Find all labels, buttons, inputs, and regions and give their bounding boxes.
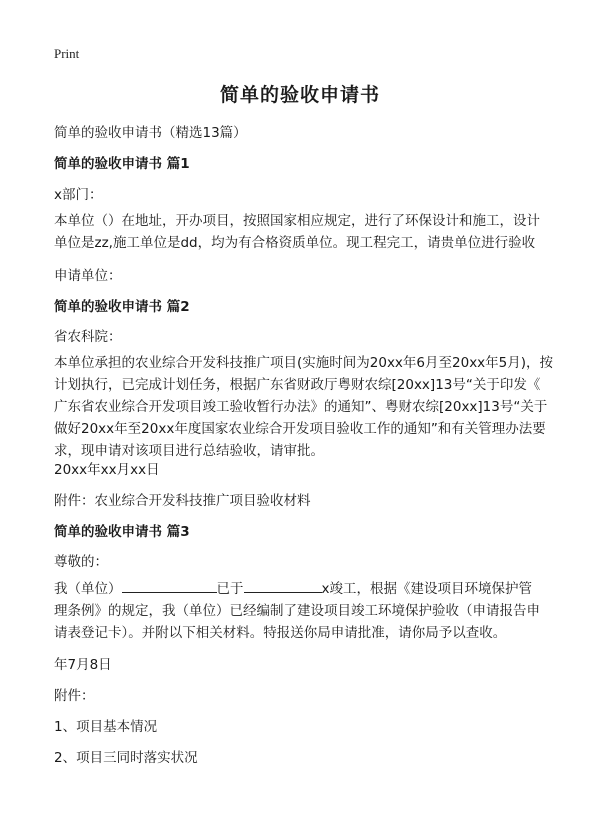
section-heading-1: 简单的验收申请书 篇1 [54,156,190,172]
section-3-text-a: 我（单位） [54,581,122,597]
section-2-body-line: 计划执行，已完成计划任务，根据广东省财政厅粤财农综[20xx]13号“关于印发《 [54,377,541,393]
section-2-attachment: 附件：农业综合开发科技推广项目验收材料 [54,493,311,509]
print-label[interactable]: Print [54,46,80,61]
section-3-body [54,578,549,644]
section-3-body-line: 请表登记卡）。并附以下相关材料。特报送你局申请批准，请你局予以查收。 [54,625,507,641]
section-2-body [54,352,554,462]
document-subtitle: 简单的验收申请书（精选13篇） [54,125,247,141]
page-title: 简单的验收申请书 [219,84,380,106]
section-2-body-line: 本单位承担的农业综合开发科技推广项目(实施时间为20xx年6月至20xx年5月)，按 [54,355,554,371]
section-2-date: 20xx年xx月xx日 [54,462,160,478]
section-2-salutation: 省农科院： [54,329,122,345]
section-3-text-b: 已于 [216,581,244,597]
section-3-body-first-line [54,578,549,600]
blank-underline [122,578,217,593]
section-3-salutation: 尊敬的： [54,554,108,570]
section-1-body-line: 本单位（）在地址，开办项目，按照国家相应规定，进行了环保设计和施工，设计 [54,213,540,229]
section-heading-2: 简单的验收申请书 篇2 [54,299,190,315]
section-1-body-line: 单位是zz,施工单位是dd，均为有合格资质单位。现工程完工，请贵单位进行验收 [54,235,536,251]
section-1-closing: 申请单位： [54,268,122,284]
section-1-salutation: x部门： [54,187,103,203]
section-3-text-c: x竣工，根据《建设项目环境保护管 [321,581,532,597]
section-heading-3: 简单的验收申请书 篇3 [54,524,190,540]
list-item: 2、项目三同时落实状况 [54,750,198,766]
section-3-date: 年7月8日 [54,657,112,673]
section-2-body-line: 广东省农业综合开发项目竣工验收暂行办法》的通知”、粤财农综[20xx]13号“关于 [54,399,548,415]
section-2-body-line: 求，现申请对该项目进行总结验收，请审批。 [54,443,324,459]
section-3-body-line: 理条例》的规定，我（单位）已经编制了建设项目竣工环境保护验收（申请报告申 [54,603,540,619]
section-2-body-line: 做好20xx年至20xx年度国家农业综合开发项目验收工作的通知”和有关管理办法要 [54,421,546,437]
section-1-body [54,210,549,254]
list-item: 1、项目基本情况 [54,719,158,735]
blank-underline [244,578,322,593]
section-3-attachment-label: 附件： [54,688,95,704]
